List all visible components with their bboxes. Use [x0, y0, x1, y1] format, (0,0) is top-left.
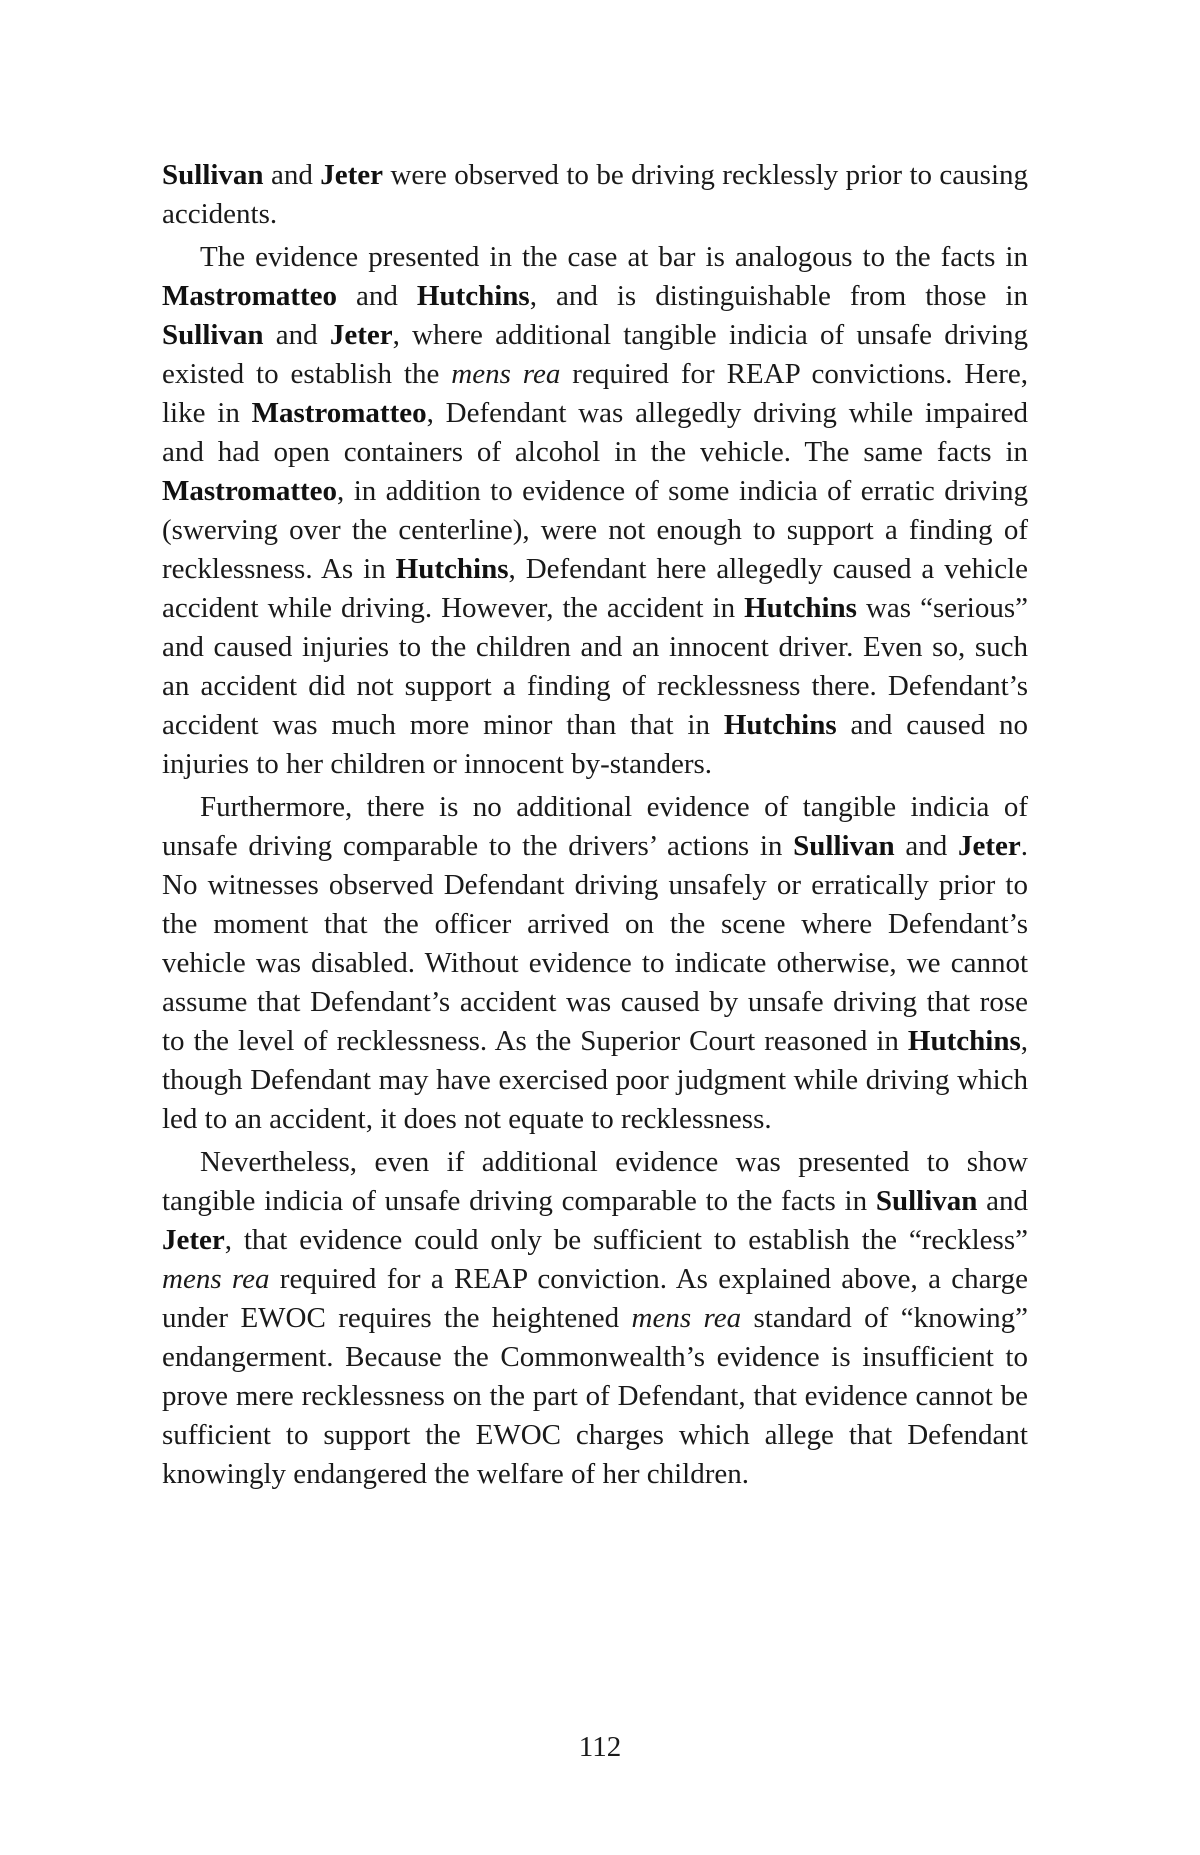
case-name: Sullivan [793, 830, 895, 862]
paragraph-2 [162, 238, 1028, 784]
page-number: 112 [578, 1731, 622, 1763]
text-run: and caused no injuries to her children or innocent by-standers. [162, 709, 1028, 780]
text-run: , that evidence could only be sufficient to establish the “reckless” [224, 1224, 1028, 1256]
text-run: required for REAP convictions. Here, like in [162, 358, 1028, 429]
text-run: and [977, 1185, 1028, 1217]
text-run: was “serious” and caused injuries to the children and an innocent driver. Even so, such an accident did not support a finding of recklessness there. Defendant’s accident was much more minor than that in [162, 592, 1028, 741]
text-run: , Defendant here allegedly caused a vehicle accident while driving. However, the accident in [162, 553, 1028, 624]
text-run: , though Defendant may have exercised poor judgment while driving which led to an accident, it does not equate to recklessness. [162, 1025, 1028, 1135]
case-name: Jeter [320, 159, 384, 191]
case-name: Jeter [957, 830, 1021, 862]
text-run: and [263, 319, 330, 351]
text-run: Furthermore, there is no additional evidence of tangible indicia of unsafe driving comparable to the drivers’ actions in [162, 791, 1028, 862]
case-name: Mastromatteo [162, 280, 338, 312]
case-name: Sullivan [162, 159, 264, 191]
case-name: Sullivan [875, 1185, 978, 1217]
emphasis-term: mens rea [162, 1263, 270, 1295]
emphasis-term: mens rea [631, 1302, 742, 1334]
text-run: , Defendant was allegedly driving while impaired and had open containers of alcohol in the vehicle. The same facts in [162, 397, 1028, 468]
case-name: Jeter [329, 319, 393, 351]
text-run: The evidence presented in the case at bar is analogous to the facts in [200, 241, 1028, 273]
case-name: Mastromatteo [251, 397, 427, 429]
case-name: Mastromatteo [162, 475, 338, 507]
text-run: and [337, 280, 417, 312]
case-name: Hutchins [907, 1025, 1021, 1057]
case-name: Sullivan [162, 319, 264, 351]
text-run: , and is distinguishable from those in [529, 280, 1028, 312]
text-run: , where additional tangible indicia of unsafe driving existed to establish the [162, 319, 1028, 390]
emphasis-term: mens rea [451, 358, 561, 390]
case-name: Hutchins [723, 709, 837, 741]
text-run: , in addition to evidence of some indicia of erratic driving (swerving over the centerline), were not enough to support a finding of recklessness. As in [162, 475, 1028, 585]
text-run: required for a REAP conviction. As explained above, a charge under EWOC requires the heightened [162, 1263, 1028, 1334]
paragraph-4 [162, 1143, 1028, 1494]
text-run: Nevertheless, even if additional evidence was presented to show tangible indicia of unsafe driving comparable to the facts in [162, 1146, 1028, 1217]
body-text [162, 156, 1028, 1498]
text-run: standard of “knowing” endangerment. Because the Commonwealth’s evidence is insufficient to prove mere recklessness on the part of Defendant, that evidence cannot be sufficient to support the EWOC charges which allege that Defendant knowingly endangered the welfare of her children. [162, 1302, 1028, 1490]
case-name: Hutchins [395, 553, 509, 585]
paragraph-1 [162, 156, 1028, 234]
text-run: and [263, 159, 321, 191]
case-name: Jeter [162, 1224, 225, 1256]
text-run: were observed to be driving recklessly prior to causing accidents. [162, 159, 1029, 230]
case-name: Hutchins [416, 280, 530, 312]
text-run: and [894, 830, 958, 862]
case-name: Hutchins [744, 592, 857, 624]
paragraph-3 [162, 788, 1028, 1139]
text-run: . No witnesses observed Defendant driving unsafely or erratically prior to the moment that the officer arrived on the scene where Defendant’s vehicle was disabled. Without evidence to indicate otherwise, we cannot assume that Defendant’s accident was caused by unsafe driving that rose to the level of recklessness. As the Superior Court reasoned in [162, 830, 1029, 1057]
